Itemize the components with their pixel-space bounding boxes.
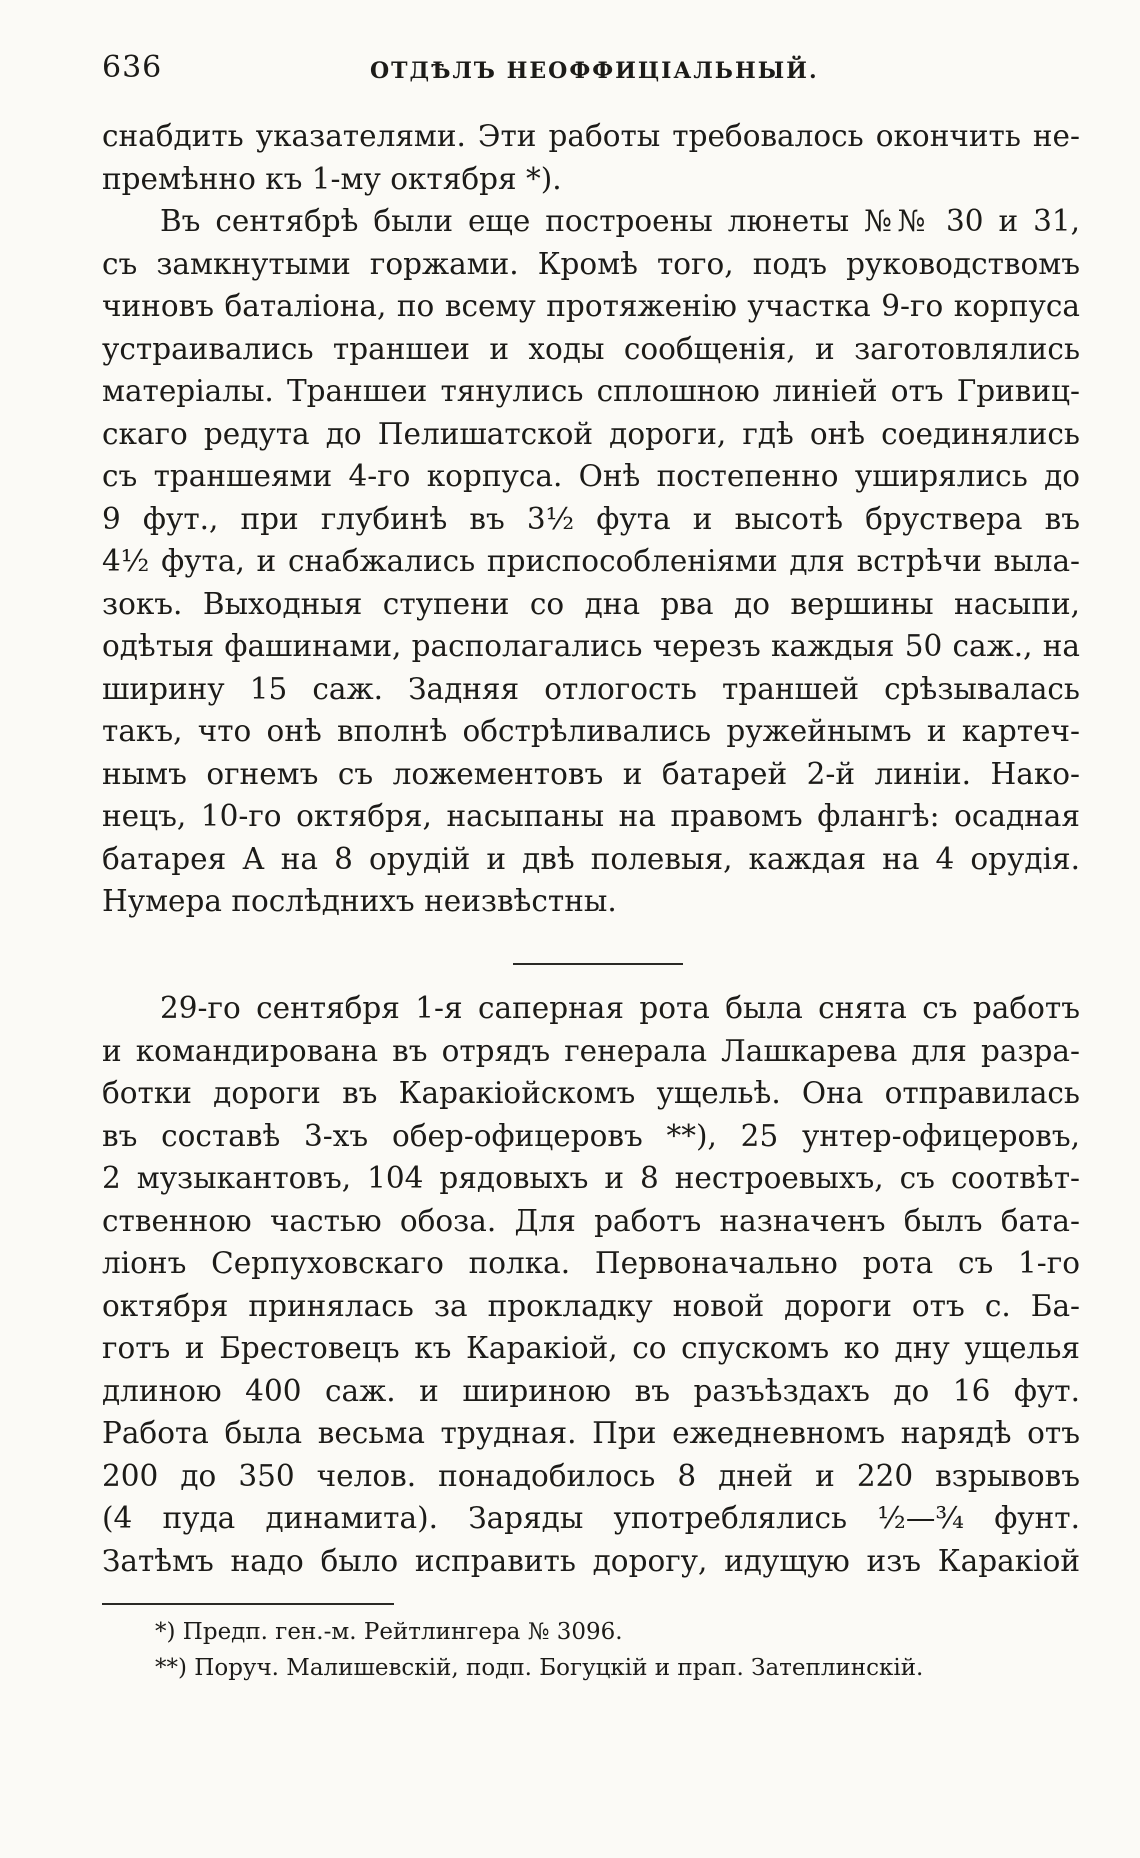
text-line: 200 до 350 челов. понадобилось 8 дней и 220 взрывовъ — [102, 1458, 1080, 1493]
text-line: съ замкнутыми горжами. Кромѣ того, подъ руководствомъ — [102, 246, 1080, 281]
text-line: ширину 15 саж. Задняя отлогость траншей срѣзывалась — [102, 671, 1080, 706]
section-one — [102, 115, 1080, 923]
text-line: 29-го сентября 1-я саперная рота была снята съ работъ — [160, 991, 1080, 1025]
text-line: премѣнно къ 1-му октября *). — [102, 161, 562, 196]
text-line: ственною частью обоза. Для работъ назначенъ былъ бата- — [102, 1203, 1080, 1238]
text-line: 9 фут., при глубинѣ въ 3½ фута и высотѣ бруствера въ — [102, 501, 1080, 536]
section-two — [102, 987, 1080, 1582]
page-number: 636 — [102, 50, 163, 85]
paragraph — [102, 200, 1080, 923]
text-line: длиною 400 саж. и шириною въ разъѣздахъ до 16 фут. — [102, 1373, 1080, 1408]
text-line: (4 пуда динамита). Заряды употреблялись ½—¾ фунт. — [102, 1501, 1080, 1535]
text-line: Въ сентябрѣ были еще построены люнеты №№ 30 и 31, — [160, 204, 1080, 238]
footnote: **) Поруч. Малишевскій, подп. Богуцкій и прап. Затеплинскій. — [155, 1655, 924, 1681]
text-line: 4½ фута, и снабжались приспособленіями для встрѣчи выла- — [102, 544, 1080, 578]
text-line: октября принялась за прокладку новой дороги отъ с. Ба- — [102, 1288, 1080, 1323]
text-line: готъ и Брестовецъ къ Каракіой, со спускомъ ко дну ущелья — [102, 1331, 1080, 1365]
text-line: ліонъ Серпуховскаго полка. Первоначально рота съ 1-го — [102, 1246, 1080, 1280]
text-line: Нумера послѣднихъ неизвѣстны. — [102, 884, 617, 918]
text-line: нымъ огнемъ съ ложементовъ и батарей 2-й линіи. Нако- — [102, 756, 1080, 791]
text-line: 2 музыкантовъ, 104 рядовыхъ и 8 нестроевыхъ, съ соотвѣт- — [102, 1161, 1080, 1195]
section-divider — [513, 963, 683, 965]
text-line: такъ, что онѣ вполнѣ обстрѣливались ружейнымъ и картеч- — [102, 714, 1080, 748]
text-line: матеріалы. Траншеи тянулись сплошною линiей отъ Гривиц- — [102, 374, 1080, 408]
text-line: ботки дороги въ Каракіойскомъ ущельѣ. Она отправилась — [102, 1076, 1080, 1110]
text-line: чиновъ баталіона, по всему протяженію участка 9-го корпуса — [102, 289, 1080, 323]
text-line: скаго редута до Пелишатской дороги, гдѣ онѣ соединялись — [102, 416, 1080, 451]
footnotes — [155, 1614, 923, 1686]
text-line: батарея А на 8 орудій и двѣ полевыя, каждая на 4 орудія. — [102, 841, 1080, 876]
text-line: Работа была весьма трудная. При ежедневномъ нарядѣ отъ — [102, 1416, 1080, 1450]
paragraph — [102, 987, 1080, 1582]
text-line: съ траншеями 4-го корпуса. Онѣ постепенно уширялись до — [102, 459, 1080, 493]
text-line: устраивались траншеи и ходы сообщенія, и заготовлялись — [102, 331, 1080, 366]
text-line: одѣтыя фашинами, располагались черезъ каждыя 50 саж., на — [102, 629, 1080, 663]
text-line: нецъ, 10-го октября, насыпаны на правомъ флангѣ: осадная — [102, 799, 1080, 833]
text-line: снабдить указателями. Эти работы требовалось окончить не- — [102, 119, 1080, 153]
text-line: въ составѣ 3-хъ обер-офицеровъ **), 25 унтер-офицеровъ, — [102, 1118, 1080, 1153]
text-line: и командирована въ отрядъ генерала Лашкарева для разра- — [102, 1033, 1080, 1068]
paragraph — [102, 115, 1080, 200]
footnote: *) Предп. ген.-м. Рейтлингера № 3096. — [155, 1619, 623, 1645]
running-title: ОТДѢЛЪ НЕОФФИЦІАЛЬНЫЙ. — [370, 58, 819, 84]
footnote-rule — [102, 1603, 394, 1605]
text-line: зокъ. Выходныя ступени со дна рва до вершины насыпи, — [102, 586, 1080, 621]
text-line: Затѣмъ надо было исправить дорогу, идущую изъ Каракіой — [102, 1543, 1080, 1578]
